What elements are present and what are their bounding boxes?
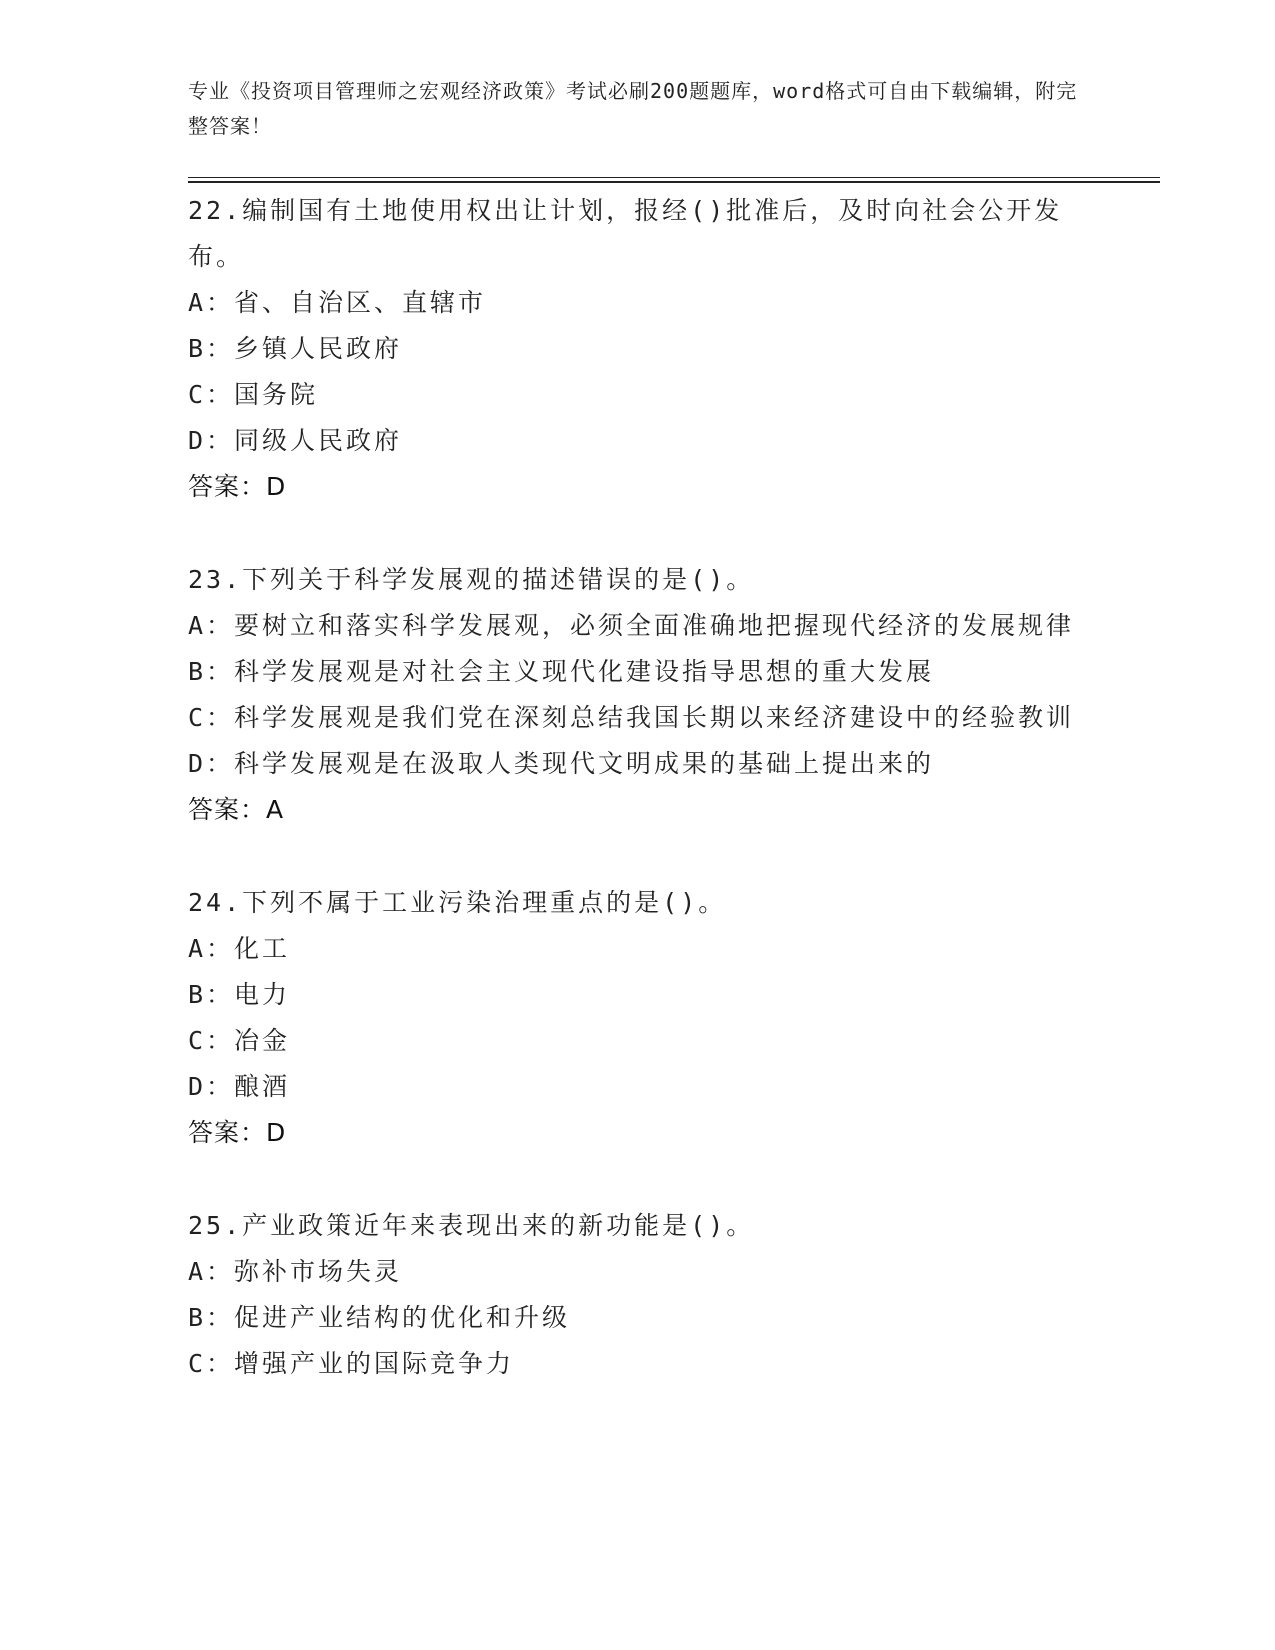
option-b: B：乡镇人民政府 [188, 334, 403, 363]
option-c: C：增强产业的国际竞争力 [188, 1349, 515, 1378]
option-a: A：弥补市场失灵 [188, 1257, 403, 1286]
option-a: A：省、自治区、直辖市 [188, 288, 487, 317]
option-d: D：科学发展观是在汲取人类现代文明成果的基础上提出来的 [188, 749, 935, 778]
option-c: C：国务院 [188, 380, 319, 409]
option-d: D：同级人民政府 [188, 426, 403, 455]
option-b: B：电力 [188, 980, 291, 1009]
question-stem: 24.下列不属于工业污染治理重点的是()。 [188, 888, 727, 917]
option-b: B：促进产业结构的优化和升级 [188, 1303, 571, 1332]
option-a: A：要树立和落实科学发展观，必须全面准确地把握现代经济的发展规律 [188, 611, 1075, 640]
header-divider-thin [188, 177, 1160, 178]
answer-label: 答案：D [188, 1118, 287, 1147]
answer-label: 答案：D [188, 472, 287, 501]
option-a: A：化工 [188, 934, 291, 963]
option-c: C：科学发展观是我们党在深刻总结我国长期以来经济建设中的经验教训 [188, 703, 1075, 732]
answer-label: 答案：A [188, 795, 285, 824]
question-25 [188, 1203, 1078, 1387]
question-list [188, 188, 1078, 1387]
question-24 [188, 880, 1078, 1156]
document-header: 专业《投资项目管理师之宏观经济政策》考试必刷200题题库，word格式可自由下载编辑，附完整答案！ [188, 79, 1078, 138]
question-stem: 23.下列关于科学发展观的描述错误的是()。 [188, 565, 755, 594]
question-stem: 25.产业政策近年来表现出来的新功能是()。 [188, 1211, 755, 1240]
header-divider-thick [188, 181, 1160, 183]
option-c: C：冶金 [188, 1026, 291, 1055]
question-22 [188, 188, 1078, 510]
question-23 [188, 557, 1078, 833]
question-stem: 22.编制国有土地使用权出让计划，报经()批准后，及时向社会公开发布。 [188, 196, 1063, 271]
option-b: B：科学发展观是对社会主义现代化建设指导思想的重大发展 [188, 657, 935, 686]
option-d: D：酿酒 [188, 1072, 291, 1101]
